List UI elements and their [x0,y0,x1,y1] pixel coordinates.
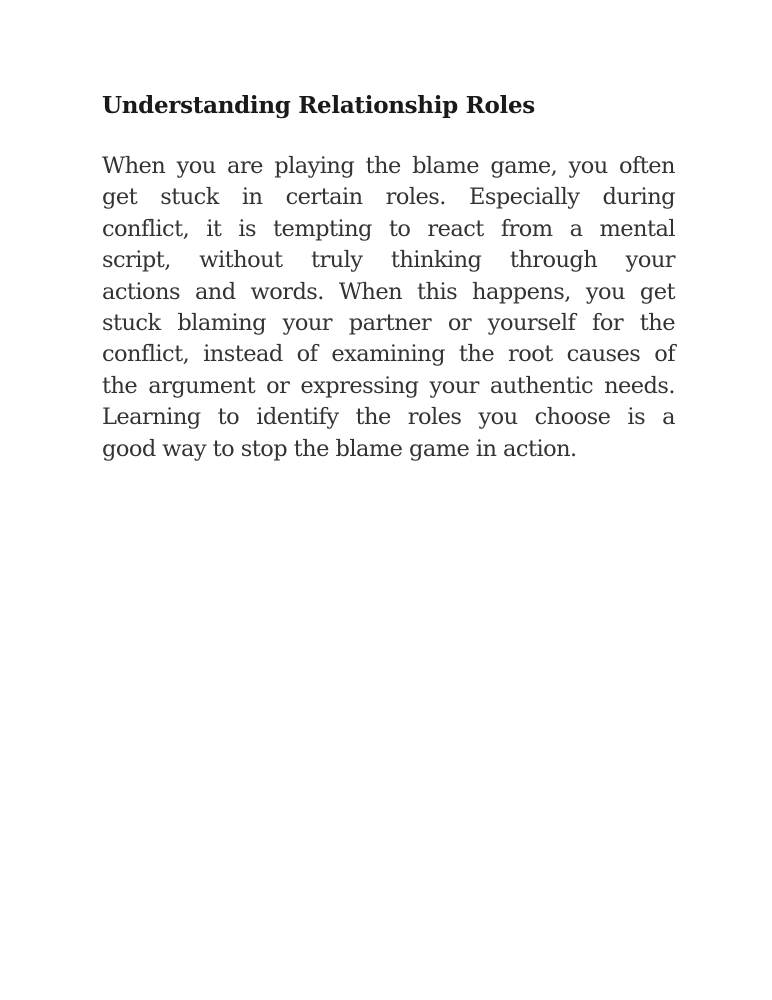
document-content [102,90,675,465]
paragraph-line: When you are playing the blame game, you often [102,153,675,179]
paragraph-line: conflict, it is tempting to react from a mental [102,215,675,242]
paragraph-line: Learning to identify the roles you choose is a [102,404,675,431]
paragraph-line: good way to stop the blame game in action. [102,435,577,462]
paragraph-line: script, without truly thinking through your [102,247,675,274]
paragraph-line: actions and words. When this happens, you get [102,278,675,305]
section-heading: Understanding Relationship Roles [102,92,535,119]
paragraph-line: get stuck in certain roles. Especially during [102,184,675,211]
paragraph-line: conflict, instead of examining the root causes of [102,341,675,368]
paragraph-line: the argument or expressing your authentic needs. [102,372,675,399]
body-paragraph [102,151,675,465]
paragraph-line: stuck blaming your partner or yourself for the [102,310,675,337]
